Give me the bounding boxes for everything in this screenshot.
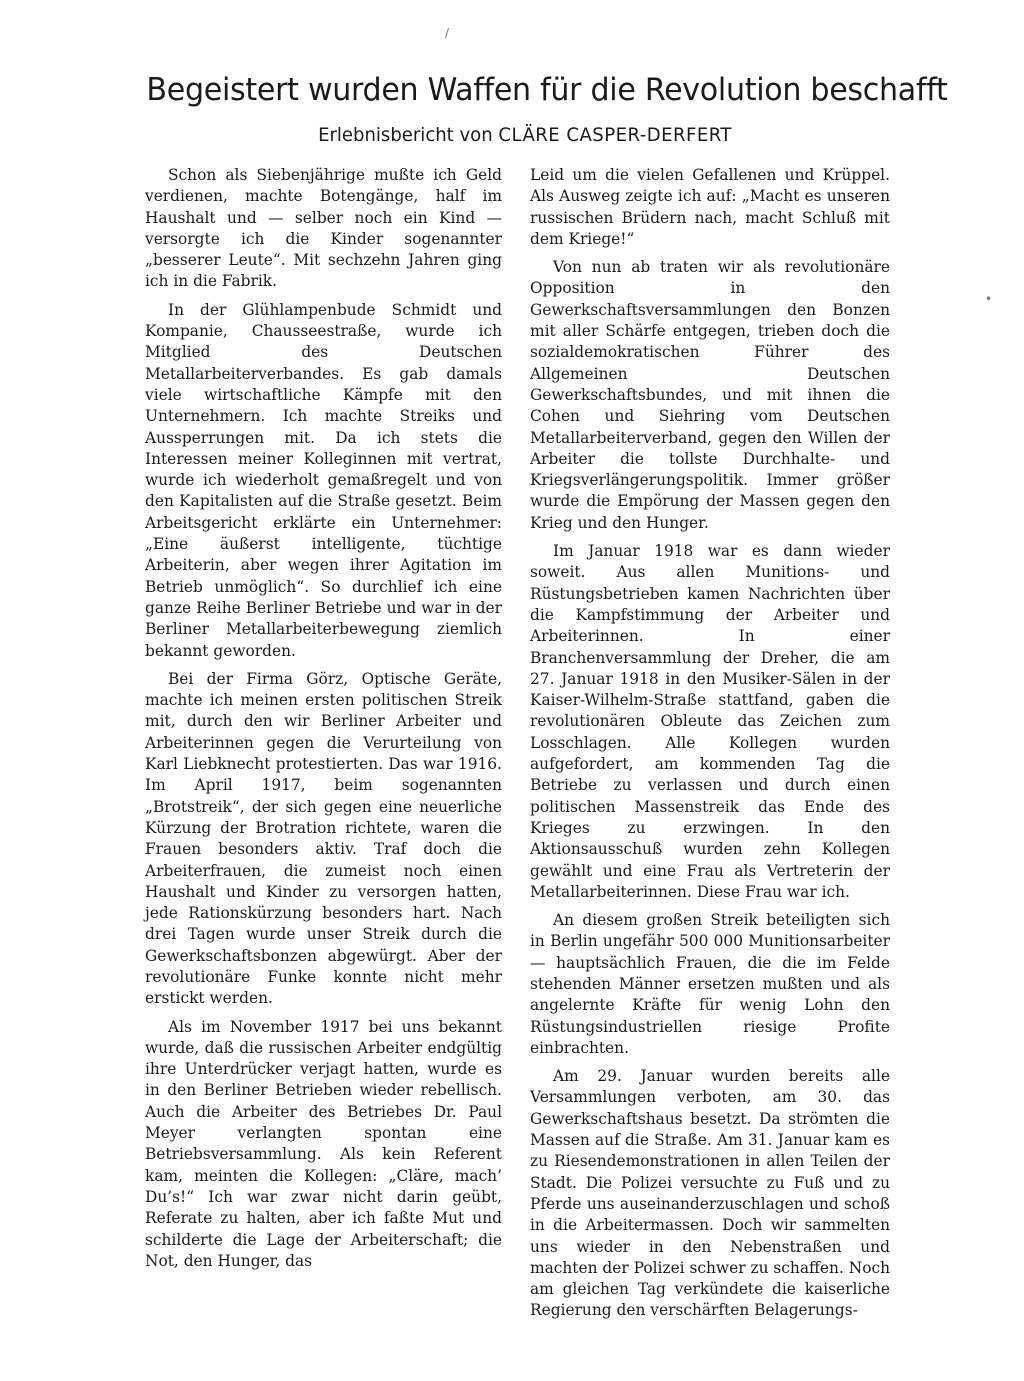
article-subtitle [216,124,834,146]
article-title: Begeistert wurden Waffen für die Revolution beschafft [146,72,948,108]
paragraph-continuation: Leid um die vielen Gefallenen und Krüppel. Als Ausweg zeigte ich auf: „Macht es unseren russischen Brüdern nach, macht Schluß mit dem Kriege!“ [530,166,890,248]
author-name: CLÄRE CASPER-DERFERT [498,124,732,146]
paragraph: Bei der Firma Görz, Optische Geräte, machte ich meinen ersten politischen Streik mit, durch den wir Berliner Arbeiter und Arbeiterinnen gegen die Verurteilung von Karl Liebknecht protestierten. Das war 1916. Im April 1917, beim sogenannten „Brotstreik“, der sich gegen eine neuerliche Kürzung der Brotration richtete, waren die Frauen besonders aktiv. Traf doch die Arbeiterfrauen, die zumeist noch einen Haushalt und Kinder zu versorgen hatten, jede Rationskürzung besonders hart. Nach drei Tagen wurde unser Streik durch die Gewerkschaftsbonzen abgewürgt. Aber der revolutionäre Funke konnte nicht mehr erstickt werden. [145,669,502,1008]
paragraph: Im Januar 1918 war es dann wieder soweit. Aus allen Munitions- und Rüstungsbetrieben kamen Nachrichten über die Kampfstimmung der Arbeiter und Arbeiterinnen. In einer Branchenversammlung der Dreher, die am 27. Januar 1918 in den Musiker-Sälen in der Kaiser-Wilhelm-Straße stattfand, gaben die revolutionären Obleute das Zeichen zum Losschlagen. Alle Kollegen wurden aufgefordert, am kommenden Tag die Betriebe zu verlassen und durch einen politischen Massenstreik das Ende des Krieges zu erzwingen. In den Aktionsausschuß wurden zehn Kollegen gewählt und eine Frau als Vertreterin der Metallarbeiterinnen. Diese Frau war ich. [530,542,890,901]
paragraph: In der Glühlampenbude Schmidt und Kompanie, Chausseestraße, wurde ich Mitglied des Deutschen Metallarbeiterverbandes. Es gab damals viele wirtschaftliche Kämpfe mit den Unternehmern. Ich machte Streiks und Aussperrungen mit. Da ich stets die Interessen meiner Kolleginnen mit vertrat, wurde ich wiederholt gemaßregelt und von den Kapitalisten auf die Straße gesetzt. Beim Arbeitsgericht erklärte ein Unternehmer: „Eine äußerst intelligente, tüchtige Arbeiterin, aber wegen ihrer Agitation im Betrieb unmöglich“. So durchlief ich eine ganze Reihe Berliner Betriebe und war in der Berliner Metallarbeiterbewegung ziemlich bekannt geworden. [145,300,502,660]
subtitle-prefix: Erlebnisbericht von [318,124,493,146]
paragraph: Als im November 1917 bei uns bekannt wurde, daß die russischen Arbeiter endgültig ihre Unterdrücker verjagt hatten, wurde es in den Berliner Betrieben wieder rebellisch. Auch die Arbeiter des Betriebes Dr. Paul Meyer verlangten spontan eine Betriebsversammlung. Als kein Referent kam, meinten die Kollegen: „Cläre, mach’ Du’s!“ Ich war zwar nicht darin geübt, Referate zu halten, aber ich faßte Mut und schilderte die Lage der Arbeiterschaft; die Not, den Hunger, das [145,1017,502,1270]
paragraph: Schon als Siebenjährige mußte ich Geld verdienen, machte Botengänge, half im Haushalt und — selber noch ein Kind — versorgte ich die Kinder sogenannter „besserer Leute“. Mit sechzehn Jahren ging ich in die Fabrik. [145,166,502,291]
scan-speck: • [985,292,993,306]
paragraph: Am 29. Januar wurden bereits alle Versammlungen verboten, am 30. das Gewerkschaftshaus besetzt. Da strömten die Massen auf die Straße. Am 31. Januar kam es zu Riesendemonstrationen in allen Teilen der Stadt. Die Polizei versuchte zu Fuß und zu Pferde uns auseinanderzuschlagen und schoß in die Arbeitermassen. Doch wir sammelten uns wieder in den Nebenstraßen und machten der Polizei schwer zu schaffen. Noch am gleichen Tag verkündete die kaiserliche Regierung den verschärften Belagerungs- [530,1067,890,1320]
left-column [145,165,502,1279]
paragraph: Von nun ab traten wir als revolutionäre Opposition in den Gewerkschaftsversammlungen den Bonzen mit aller Schärfe entgegen, trieben doch die sozialdemokratischen Führer des Allgemeinen Deutschen Gewerkschaftsbundes, und mit ihnen die Cohen und Siehring vom Deutschen Metallarbeiterverband, gegen den Willen der Arbeiter die tollste Durchhalte- und Kriegsverlängerungspolitik. Immer größer wurde die Empörung der Massen gegen den Krieg und den Hunger. [530,258,890,532]
right-column [530,165,890,1329]
paragraph: An diesem großen Streik beteiligten sich in Berlin ungefähr 500 000 Munitionsarbeiter — hauptsächlich Frauen, die die im Felde stehenden Männer ersetzen mußten und als angelernte Kräfte für wenig Lohn den Rüstungsindustriellen riesige Profite einbrachten. [530,911,890,1057]
scan-mark: / [445,26,450,40]
